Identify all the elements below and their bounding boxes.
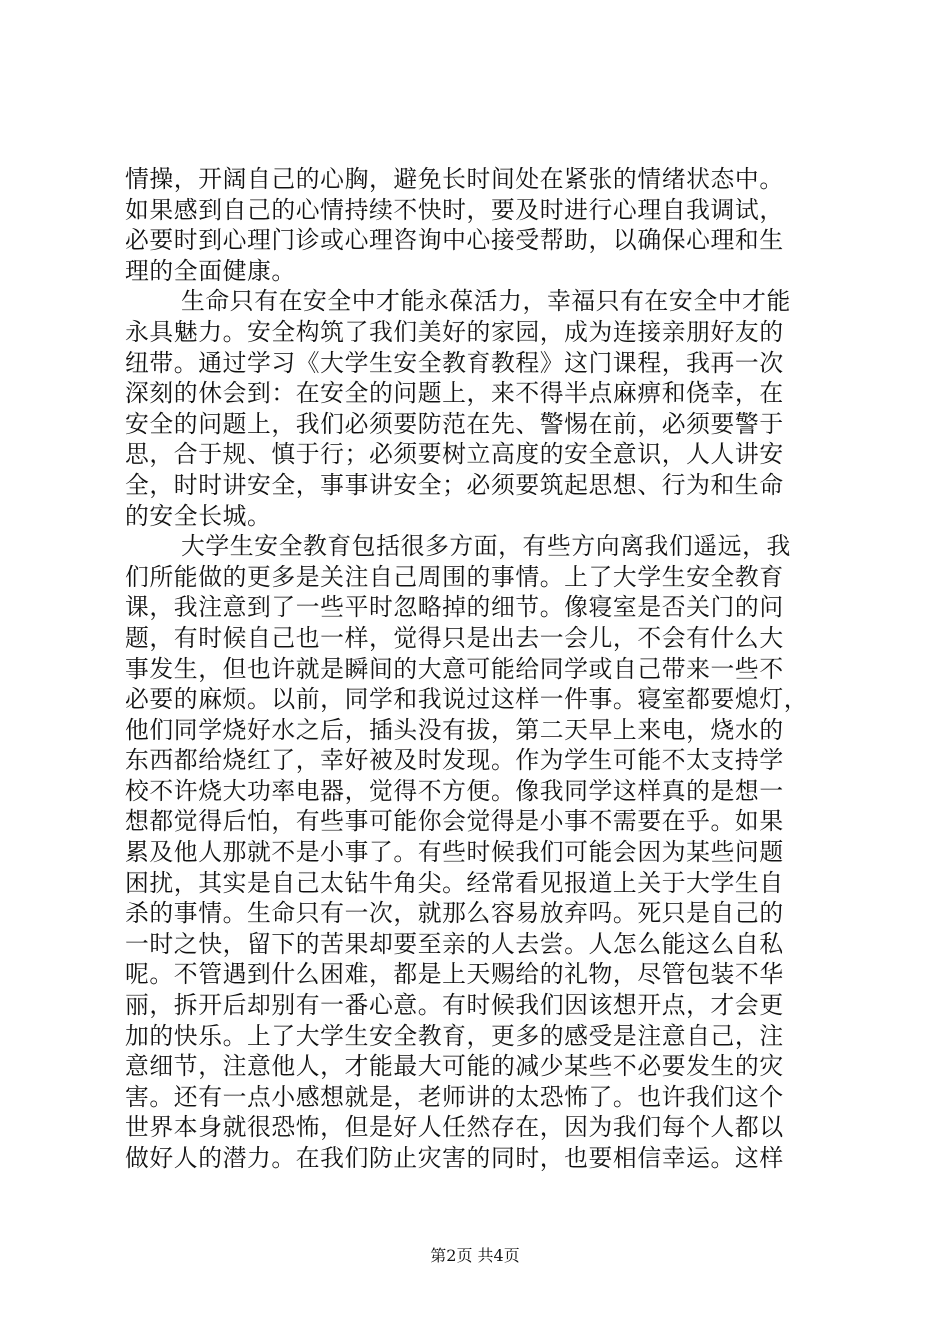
text-line: 困扰，其实是自己太钻牛角尖。经常看见报道上关于大学生自 [125, 868, 784, 897]
text-line: 题，有时候自己也一样，觉得只是出去一会儿，不会有什么大 [125, 623, 784, 652]
text-line: 加的快乐。上了大学生安全教育，更多的感受是注意自己，注 [125, 1021, 784, 1050]
text-line: 全，时时讲安全，事事讲安全；必须要筑起思想、行为和生命 [125, 470, 784, 499]
text-line: 必要的麻烦。以前，同学和我说过这样一件事。寝室都要熄灯， [125, 685, 809, 714]
text-line: 事发生，但也许就是瞬间的大意可能给同学或自己带来一些不 [125, 654, 784, 683]
text-line: 意细节，注意他人，才能最大可能的减少某些不必要发生的灾 [125, 1052, 784, 1081]
text-line: 他们同学烧好水之后，插头没有拔，第二天早上来电，烧水的 [125, 715, 784, 744]
text-line: 们所能做的更多是关注自己周围的事情。上了大学生安全教育 [125, 562, 784, 591]
body-text [125, 164, 835, 1174]
text-line: 永具魅力。安全构筑了我们美好的家园，成为连接亲朋好友的 [125, 317, 784, 346]
text-line: 深刻的休会到：在安全的问题上，来不得半点麻痹和侥幸，在 [125, 379, 784, 408]
text-line: 必要时到心理门诊或心理咨询中心接受帮助，以确保心理和生 [125, 226, 784, 255]
text-line: 东西都给烧红了，幸好被及时发现。作为学生可能不太支持学 [125, 746, 784, 775]
text-line: 理的全面健康。 [125, 256, 296, 285]
text-line: 做好人的潜力。在我们防止灾害的同时，也要相信幸运。这样 [125, 1144, 784, 1172]
text-line: 思，合于规、慎于行；必须要树立高度的安全意识，人人讲安 [125, 440, 784, 469]
text-line: 世界本身就很恐怖，但是好人任然存在，因为我们每个人都以 [125, 1113, 784, 1142]
paragraph-start-line: 大学生安全教育包括很多方面，有些方向离我们遥远，我 [181, 532, 791, 561]
text-line: 纽带。通过学习《大学生安全教育教程》这门课程，我再一次 [125, 348, 784, 377]
text-line: 课，我注意到了一些平时忽略掉的细节。像寝室是否关门的问 [125, 593, 784, 622]
text-line: 一时之快，留下的苦果却要至亲的人去尝。人怎么能这么自私 [125, 929, 784, 958]
text-line: 如果感到自己的心情持续不快时，要及时进行心理自我调试， [125, 195, 784, 224]
text-line: 想都觉得后怕，有些事可能你会觉得是小事不需要在乎。如果 [125, 807, 784, 836]
text-line: 害。还有一点小感想就是，老师讲的太恐怖了。也许我们这个 [125, 1082, 784, 1111]
paragraph-start-line: 生命只有在安全中才能永葆活力，幸福只有在安全中才能 [181, 287, 791, 316]
text-line: 情操，开阔自己的心胸，避免长时间处在紧张的情绪状态中。 [125, 165, 784, 193]
text-line: 杀的事情。生命只有一次，就那么容易放弃吗。死只是自己的 [125, 899, 784, 928]
text-line: 呢。不管遇到什么困难，都是上天赐给的礼物，尽管包装不华 [125, 960, 784, 989]
page-number-footer: 第2页 共4页 [430, 1246, 520, 1265]
text-line: 丽，拆开后却别有一番心意。有时候我们因该想开点，才会更 [125, 991, 784, 1020]
text-line: 校不许烧大功率电器，觉得不方便。像我同学这样真的是想一 [125, 776, 784, 805]
text-line: 累及他人那就不是小事了。有些时候我们可能会因为某些问题 [125, 838, 784, 867]
text-line: 的安全长城。 [125, 501, 272, 530]
text-line: 安全的问题上，我们必须要防范在先、警惕在前，必须要警于 [125, 409, 784, 438]
